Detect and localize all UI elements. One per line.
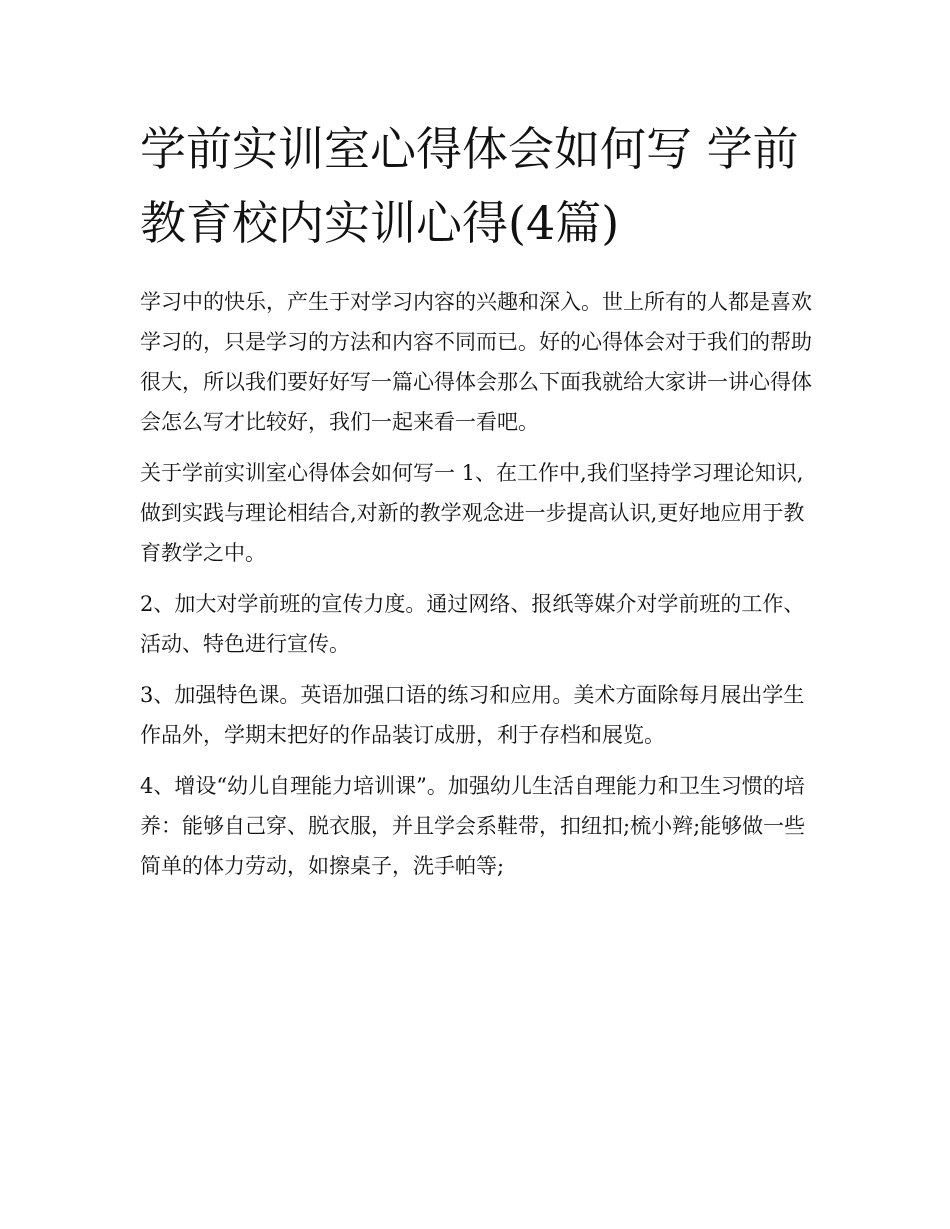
paragraph-4: 4、增设“幼儿自理能力培训课”。加强幼儿生活自理能力和卫生习惯的培养：能够自己穿、脱衣服，并且学会系鞋带，扣纽扣;梳小辫;能够做一些简单的体力劳动，如擦桌子，洗手帕等; [140,774,806,878]
document-body [140,282,820,897]
paragraph-1: 关于学前实训室心得体会如何写一 1、在工作中,我们坚持学习理论知识,做到实践与理论相结合,对新的教学观念进一步提高认识,更好地应用于教育教学之中。 [140,461,805,565]
paragraph-intro: 学习中的快乐，产生于对学习内容的兴趣和深入。世上所有的人都是喜欢学习的，只是学习的方法和内容不同而已。好的心得体会对于我们的帮助很大，所以我们要好好写一篇心得体会那么下面我就给大家讲一讲心得体会怎么写才比较好，我们一起来看一看吧。 [140,290,812,434]
paragraph-3: 3、加强特色课。英语加强口语的练习和应用。美术方面除每月展出学生作品外，学期末把好的作品装订成册，利于存档和展览。 [140,683,805,747]
paragraph-2: 2、加大对学前班的宣传力度。通过网络、报纸等媒介对学前班的工作、活动、特色进行宣传。 [140,592,805,656]
document-title: 学前实训室心得体会如何写 学前教育校内实训心得(4篇) [140,122,799,250]
